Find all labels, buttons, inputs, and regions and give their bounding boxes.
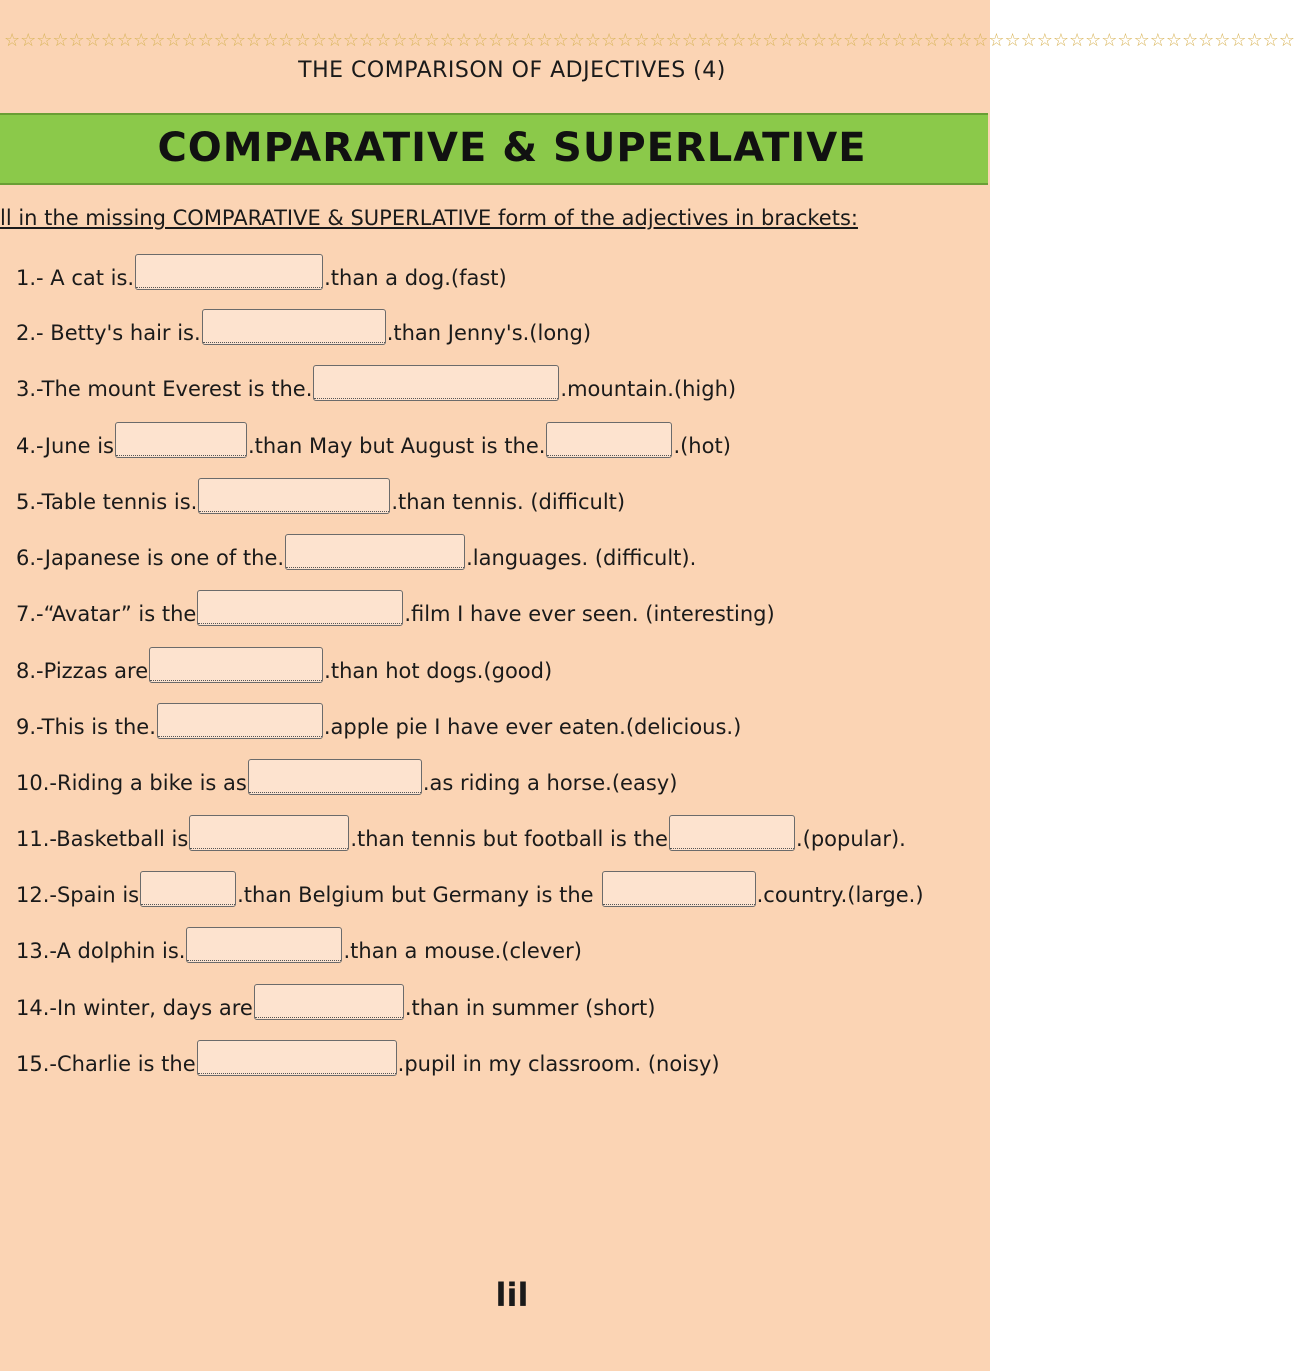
exercise-12-suffix: .country.(large.) — [756, 883, 924, 907]
page-title: COMPARATIVE & SUPERLATIVE — [157, 125, 867, 171]
exercise-2-suffix: .than Jenny's.(long) — [386, 321, 592, 345]
exercise-7-prefix: 7.-“Avatar” is the — [16, 602, 197, 626]
exercise-15-prefix: 15.-Charlie is the — [16, 1052, 196, 1076]
exercise-9-suffix: .apple pie I have ever eaten.(delicious.) — [323, 715, 742, 739]
exercise-13-prefix: 13.-A dolphin is. — [16, 939, 186, 963]
exercise-13-suffix: .than a mouse.(clever) — [343, 939, 582, 963]
exercise-4-middle: .than May but August is the. — [247, 434, 546, 458]
answer-field-9[interactable] — [157, 703, 323, 739]
exercise-1-suffix: .than a dog.(fast) — [324, 266, 507, 290]
exercise-3-suffix: .mountain.(high) — [560, 377, 737, 401]
answer-field-12a[interactable] — [140, 871, 236, 907]
exercise-11-suffix: .(popular). — [795, 827, 906, 851]
answer-field-12b[interactable] — [602, 871, 756, 907]
exercise-11-middle: .than tennis but football is the — [350, 827, 668, 851]
answer-field-4a[interactable] — [115, 422, 247, 458]
exercise-15-suffix: .pupil in my classroom. (noisy) — [397, 1052, 720, 1076]
answer-field-13[interactable] — [186, 927, 342, 963]
exercise-3-prefix: 3.-The mount Everest is the. — [16, 377, 313, 401]
exercise-4-suffix: .(hot) — [673, 434, 731, 458]
exercise-1 — [16, 250, 507, 290]
exercise-11-prefix: 11.-Basketball is — [16, 827, 189, 851]
answer-field-4b[interactable] — [546, 422, 672, 458]
answer-field-15[interactable] — [197, 1040, 397, 1076]
exercise-2-prefix: 2.- Betty's hair is. — [16, 321, 201, 345]
star-border: ☆☆☆☆☆☆☆☆☆☆☆☆☆☆☆☆☆☆☆☆☆☆☆☆☆☆☆☆☆☆☆☆☆☆☆☆☆☆☆☆☆☆☆☆☆☆☆☆☆☆☆☆☆☆☆☆☆☆☆☆☆☆☆☆☆☆☆☆☆☆☆☆☆☆☆☆☆☆☆☆ — [4, 30, 1295, 51]
exercise-14-prefix: 14.-In winter, days are — [16, 996, 253, 1020]
exercise-5 — [16, 474, 625, 514]
exercise-6 — [16, 530, 696, 570]
exercise-12-middle: .than Belgium but Germany is the — [237, 883, 594, 907]
answer-field-14[interactable] — [254, 984, 404, 1020]
exercise-12 — [16, 867, 924, 907]
exercise-10-prefix: 10.-Riding a bike is as — [16, 771, 247, 795]
answer-field-10[interactable] — [248, 759, 422, 795]
answer-field-2[interactable] — [202, 309, 386, 345]
exercise-9 — [16, 699, 741, 739]
exercise-7 — [16, 586, 775, 626]
answer-field-1[interactable] — [135, 254, 323, 290]
exercise-7-suffix: .film I have ever seen. (interesting) — [404, 602, 775, 626]
exercise-5-suffix: .than tennis. (difficult) — [391, 490, 626, 514]
exercise-11 — [16, 811, 906, 851]
answer-field-8[interactable] — [149, 647, 323, 683]
exercise-3 — [16, 361, 736, 401]
exercise-4 — [16, 418, 731, 458]
exercise-4-prefix: 4.-June is — [16, 434, 114, 458]
answer-field-11a[interactable] — [189, 815, 349, 851]
exercise-14 — [16, 980, 655, 1020]
exercise-1-prefix: 1.- A cat is. — [16, 266, 135, 290]
title-banner — [0, 113, 988, 185]
exercise-15 — [16, 1036, 720, 1076]
exercise-2 — [16, 305, 591, 345]
exercise-9-prefix: 9.-This is the. — [16, 715, 156, 739]
worksheet-subtitle: THE COMPARISON OF ADJECTIVES (4) — [298, 58, 726, 83]
exercise-8-suffix: .than hot dogs.(good) — [324, 659, 553, 683]
exercise-10-suffix: .as riding a horse.(easy) — [422, 771, 678, 795]
answer-field-6[interactable] — [285, 534, 465, 570]
exercise-6-suffix: .languages. (difficult). — [466, 546, 697, 570]
exercise-13 — [16, 923, 582, 963]
exercise-6-prefix: 6.-Japanese is one of the. — [16, 546, 285, 570]
answer-field-3[interactable] — [313, 365, 559, 401]
exercise-8 — [16, 643, 552, 683]
exercise-10 — [16, 755, 677, 795]
instruction-text: ll in the missing COMPARATIVE & SUPERLATIVE form of the adjectives in brackets: — [0, 206, 858, 230]
exercise-12-prefix: 12.-Spain is — [16, 883, 140, 907]
exercise-8-prefix: 8.-Pizzas are — [16, 659, 149, 683]
footer-mark: lil — [495, 1276, 529, 1314]
answer-field-7[interactable] — [197, 590, 403, 626]
exercise-14-suffix: .than in summer (short) — [404, 996, 656, 1020]
answer-field-11b[interactable] — [669, 815, 795, 851]
exercise-5-prefix: 5.-Table tennis is. — [16, 490, 198, 514]
answer-field-5[interactable] — [198, 478, 390, 514]
